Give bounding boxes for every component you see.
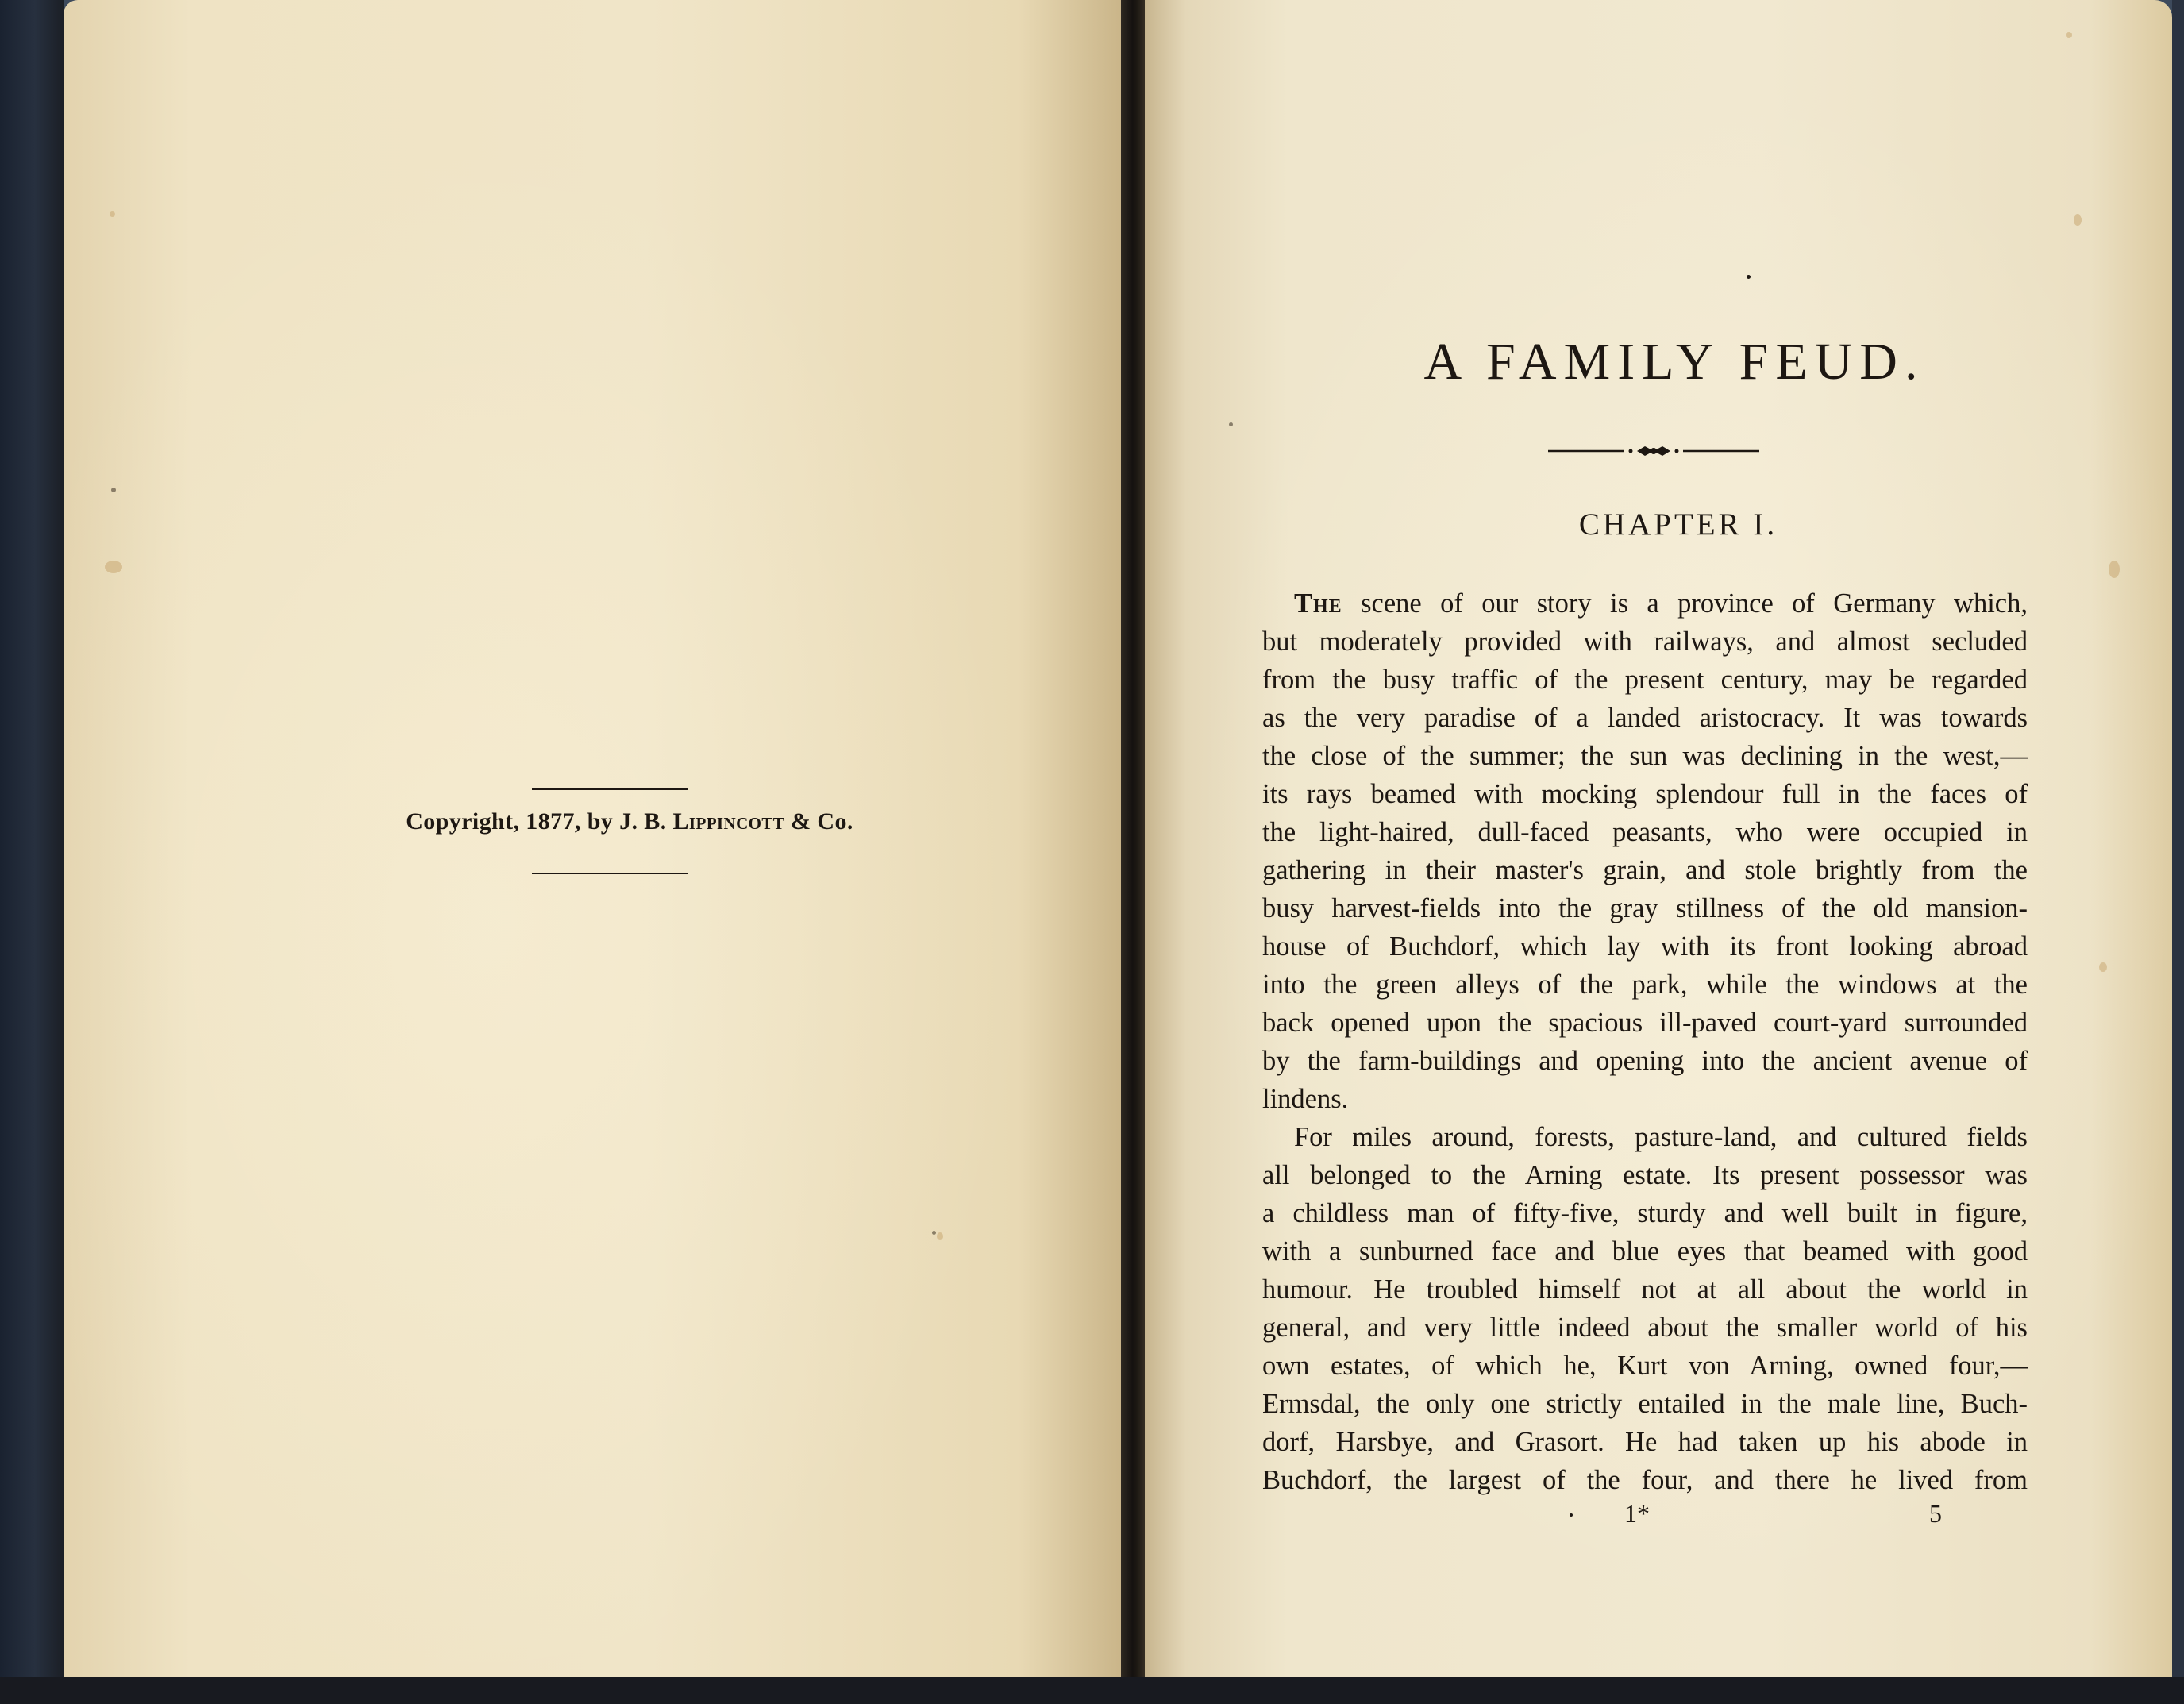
text-line: The scene of our story is a province of Germany which, [1294, 588, 2028, 619]
text-line: all belonged to the Arning estate. Its present possessor was [1262, 1160, 2028, 1190]
left-page [64, 0, 1124, 1677]
book-title: A FAMILY FEUD. [1423, 333, 1925, 391]
page-number: 5 [1929, 1499, 1942, 1528]
copyright-publisher: Lippincott [672, 808, 785, 835]
paper-speck [2066, 32, 2072, 38]
text-line: gathering in their master's grain, and stole brightly from the [1262, 855, 2028, 885]
right-page [1145, 0, 2172, 1677]
paper-speck [937, 1232, 943, 1240]
paper-speck [2109, 561, 2120, 578]
paper-speck [1229, 422, 1233, 426]
ink-dot [1747, 275, 1751, 279]
text-line: busy harvest-fields into the gray stillness of the old mansion- [1262, 893, 2028, 923]
text-line: from the busy traffic of the present century, may be regarded [1262, 665, 2028, 695]
text-line: the close of the summer; the sun was declining in the west,— [1262, 741, 2028, 771]
text-line: the light-haired, dull-faced peasants, who were occupied in [1262, 817, 2028, 847]
text-line: Ermsdal, the only one strictly entailed in the male line, Buch- [1262, 1389, 2028, 1419]
text-line: by the farm-buildings and opening into the ancient avenue of [1262, 1046, 2028, 1076]
chapter-heading: CHAPTER I. [1578, 507, 1778, 542]
book-gutter [1121, 0, 1146, 1704]
text-line: own estates, of which he, Kurt von Arning, owned four,— [1262, 1351, 2028, 1381]
copyright-suffix: & Co. [784, 808, 853, 835]
bottom-rule [532, 873, 688, 874]
paper-speck [2074, 214, 2082, 226]
paper-speck [932, 1231, 936, 1235]
text-line: Buchdorf, the largest of the four, and there he lived from [1262, 1465, 2028, 1495]
text-line: as the very paradise of a landed aristocracy. It was towards [1262, 703, 2028, 733]
paragraph-first-word: The [1294, 588, 1342, 619]
text-line: general, and very little indeed about the smaller world of his [1262, 1313, 2028, 1343]
chapter-body-text [1262, 584, 2028, 1499]
text-line: back opened upon the spacious ill-paved court-yard surrounded [1262, 1008, 2028, 1038]
text-line: lindens. [1262, 1084, 1349, 1114]
text-line: its rays beamed with mocking splendour full in the faces of [1262, 779, 2028, 809]
text-line: but moderately provided with railways, and almost secluded [1262, 626, 2028, 657]
copyright-prefix: Copyright, 1877, by J. B. [406, 808, 673, 835]
text-line: For miles around, forests, pasture-land, and cultured fields [1294, 1122, 2028, 1152]
paper-speck [111, 488, 116, 492]
text-line: house of Buchdorf, which lay with its front looking abroad [1262, 931, 2028, 962]
text-line: dorf, Harsbye, and Grasort. He had taken up his abode in [1262, 1427, 2028, 1457]
text-line: with a sunburned face and blue eyes that beamed with good [1262, 1236, 2028, 1266]
paper-speck [105, 561, 122, 573]
cover-edge-left [0, 0, 64, 1704]
cover-edge-right [2172, 0, 2184, 1704]
text-line: humour. He troubled himself not at all about the world in [1262, 1274, 2028, 1305]
paper-speck [110, 211, 115, 217]
copyright-notice [64, 808, 1124, 835]
printer-signature-mark: 1* [1624, 1499, 1650, 1528]
ink-dot [1570, 1513, 1573, 1517]
paper-speck [2099, 962, 2107, 972]
text-line: a childless man of fifty-five, sturdy and well built in figure, [1262, 1198, 2028, 1228]
top-rule [532, 788, 688, 790]
cover-edge-bottom [0, 1677, 2184, 1704]
title-ornament-divider [1548, 441, 1759, 461]
text-line: into the green alleys of the park, while the windows at the [1262, 970, 2028, 1000]
